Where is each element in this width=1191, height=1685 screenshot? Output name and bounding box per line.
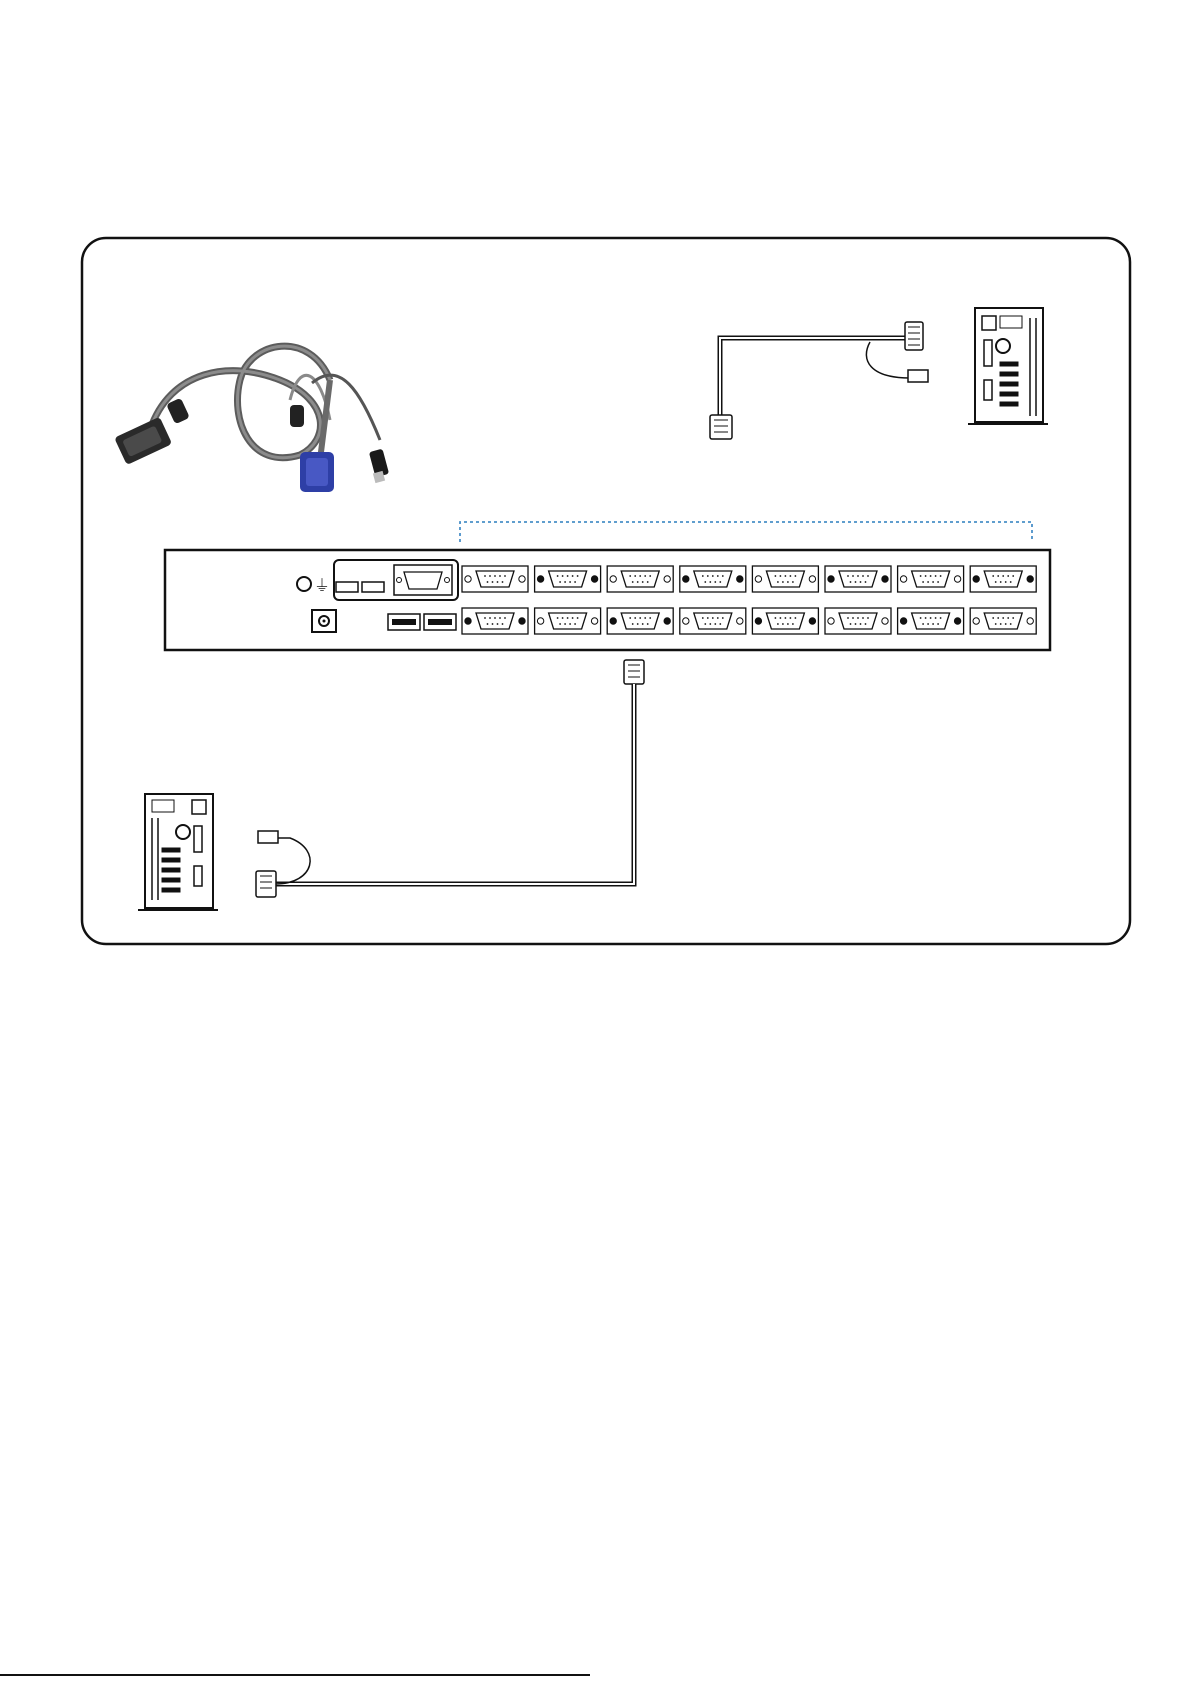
computer-tower-icon (138, 794, 218, 910)
pc-port-1-7 (898, 566, 964, 592)
pc-port-1-2 (535, 566, 601, 592)
pc-port-1-5 (752, 566, 818, 592)
pc-port-2-3 (607, 608, 673, 634)
pc-port-1-3 (607, 566, 673, 592)
pc-port-1-4 (680, 566, 746, 592)
pc-port-2-6 (825, 608, 891, 634)
pc-port-1-1 (462, 566, 528, 592)
kvm-cable-icon (710, 322, 928, 439)
ground-symbol: ⏚ (314, 576, 331, 595)
pc-port-2-1 (462, 608, 528, 634)
kvm-switch-rear-panel (165, 550, 1050, 650)
kvm-cable-photo (114, 346, 389, 492)
ground-terminal (297, 577, 311, 591)
computer-tower-icon (968, 308, 1048, 424)
pc-port-2-4 (680, 608, 746, 634)
pc-port-2-5 (752, 608, 818, 634)
kvm-cable-icon (256, 660, 644, 897)
ports-bracket (460, 522, 1032, 542)
pc-port-1-8 (970, 566, 1036, 592)
pc-port-2-8 (970, 608, 1036, 634)
console-vga-port (394, 565, 452, 595)
pc-port-2-2 (535, 608, 601, 634)
pc-port-2-7 (898, 608, 964, 634)
pc-port-1-6 (825, 566, 891, 592)
footer-rule (0, 1674, 590, 1676)
